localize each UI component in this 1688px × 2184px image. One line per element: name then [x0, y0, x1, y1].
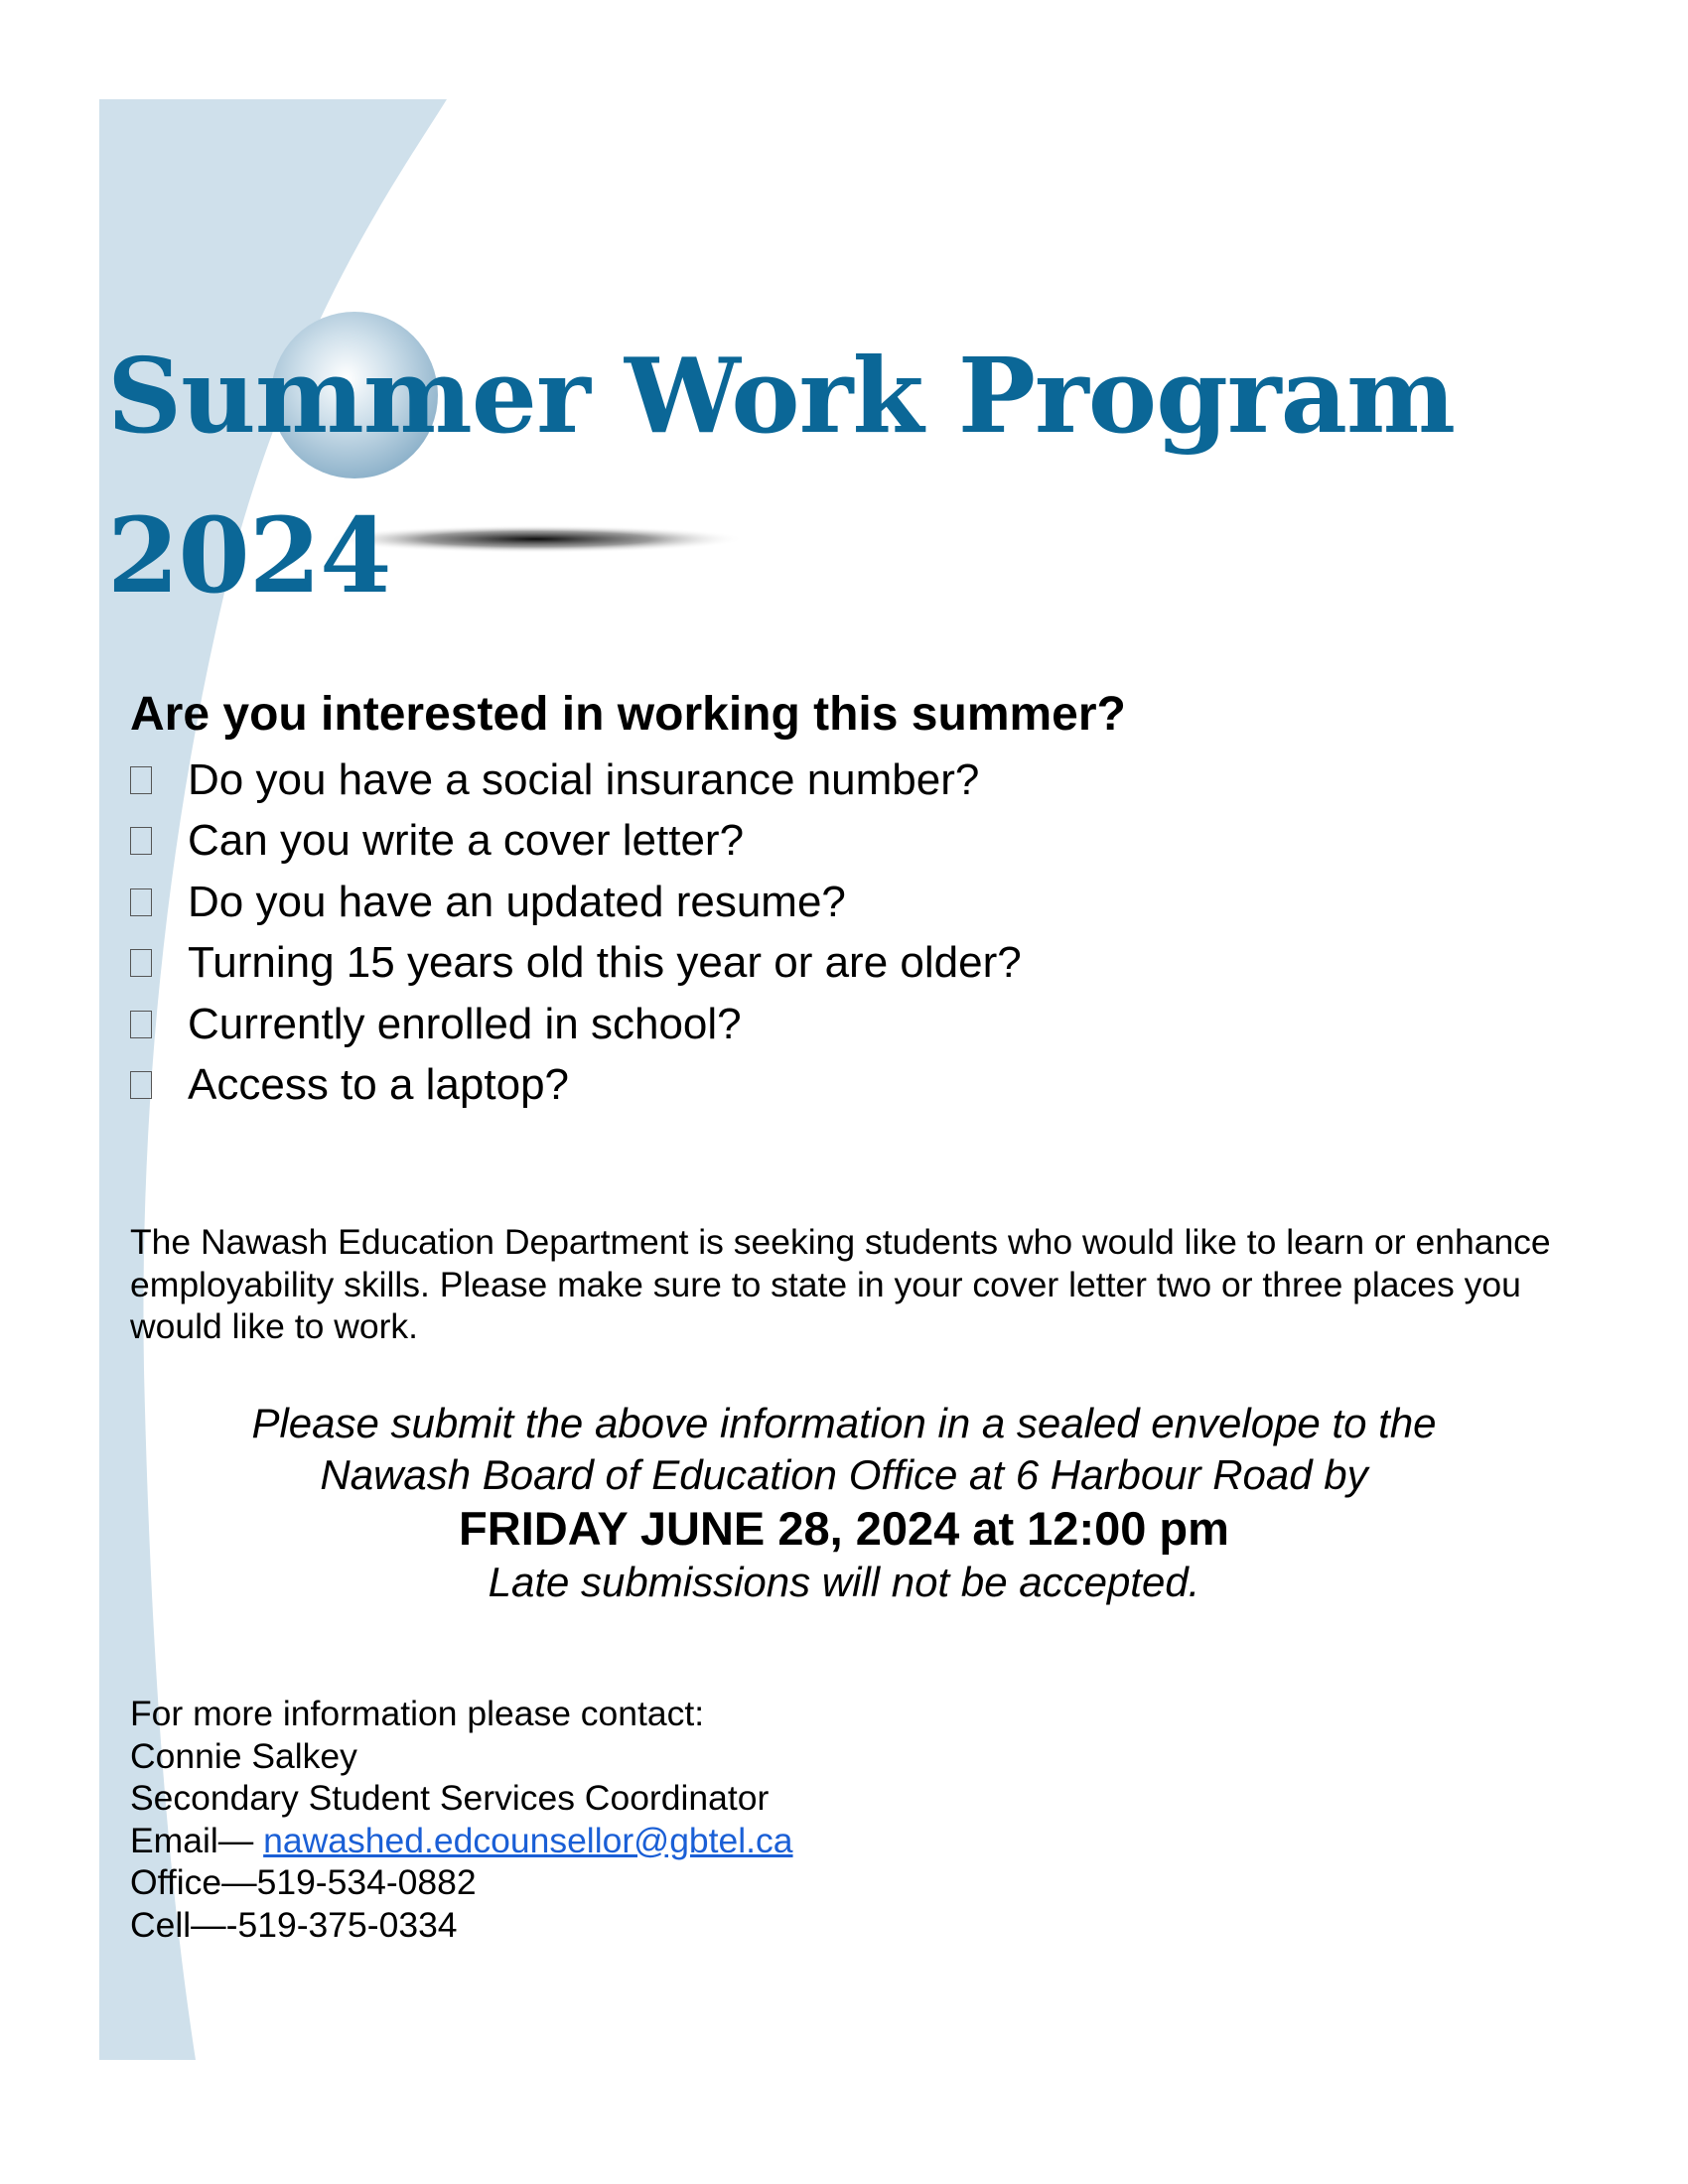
contact-office-phone: Office—519-534-0882	[130, 1862, 477, 1902]
contact-intro: For more information please contact:	[130, 1694, 705, 1733]
email-link[interactable]: nawashed.edcounsellor@gbtel.ca	[263, 1820, 793, 1860]
page-title-line1: Summer Work Program	[107, 335, 1456, 457]
checklist-item-label: Access to a laptop?	[188, 1060, 570, 1110]
checklist-item-laptop	[130, 1055, 1022, 1117]
contact-info	[130, 1693, 793, 1946]
submission-instructions	[99, 1398, 1589, 1608]
contact-name: Connie Salkey	[130, 1735, 357, 1776]
checklist-item-label: Turning 15 years old this year or are older?	[188, 938, 1022, 988]
checkbox-icon	[130, 949, 152, 977]
requirements-checklist	[130, 750, 1022, 1116]
checklist-item-age	[130, 933, 1022, 995]
checklist-item-cover-letter	[130, 811, 1022, 873]
page-title-year: 2024	[107, 494, 391, 616]
checklist-item-sin	[130, 750, 1022, 811]
email-label: Email—	[130, 1820, 264, 1860]
interest-question-heading: Are you interested in working this summer?	[130, 688, 1126, 741]
checklist-item-label: Do you have an updated resume?	[188, 877, 846, 926]
contact-role: Secondary Student Services Coordinator	[130, 1778, 770, 1818]
late-submission-note: Late submissions will not be accepted.	[488, 1559, 1200, 1605]
checklist-item-label: Currently enrolled in school?	[188, 999, 742, 1048]
checkbox-icon	[130, 827, 152, 855]
contact-email-row	[130, 1820, 793, 1862]
checkbox-icon	[130, 766, 152, 794]
submission-line-2: Nawash Board of Education Office at 6 Harbour Road by	[320, 1451, 1368, 1498]
checklist-item-enrolled	[130, 994, 1022, 1055]
program-description: The Nawash Education Department is seeking students who would like to learn or enhance employability skills. Please make sure to state in your cover letter two or three places you would like to work.	[130, 1222, 1551, 1346]
submission-deadline: FRIDAY JUNE 28, 2024 at 12:00 pm	[459, 1502, 1229, 1555]
contact-cell-phone: Cell—-519-375-0334	[130, 1904, 458, 1945]
checklist-item-label: Can you write a cover letter?	[188, 816, 745, 866]
submission-line-1: Please submit the above information in a sealed envelope to the	[251, 1400, 1437, 1446]
checklist-item-resume	[130, 872, 1022, 933]
checkbox-icon	[130, 1071, 152, 1099]
checklist-item-label: Do you have a social insurance number?	[188, 754, 980, 804]
checkbox-icon	[130, 888, 152, 916]
checkbox-icon	[130, 1011, 152, 1038]
